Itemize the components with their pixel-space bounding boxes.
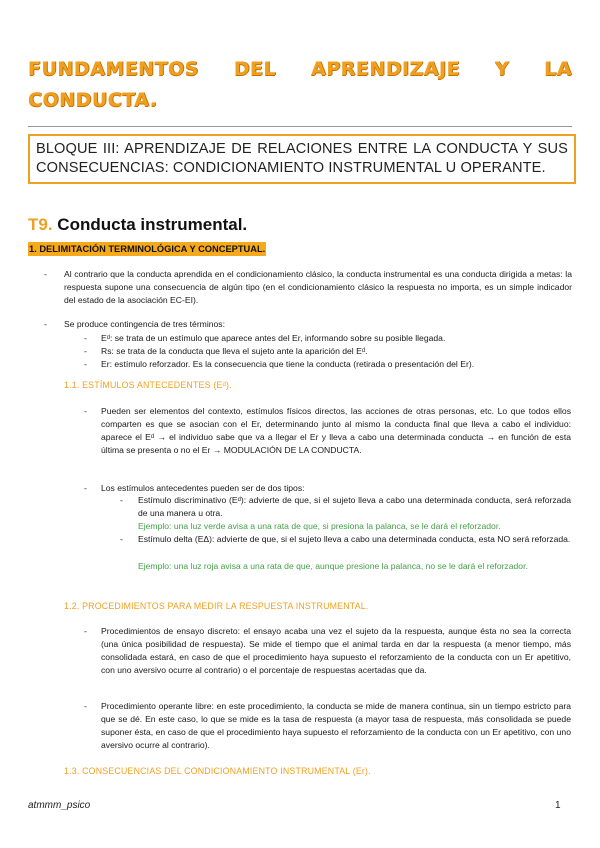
paragraph: Al contrario que la conducta aprendida en el condicionamiento clásico, la conducta instrumental es una conducta dirigida a metas: la respuesta supone una consecuencia de algún tipo (en el condicionamiento clásico la respuesta no importa, es un simple indicador del estado de la asociación EC-EI).: [64, 269, 572, 305]
example-text: Ejemplo: una luz roja avisa a una rata de que, aunque presione la palanca, no se le dará el reforzador.: [138, 561, 528, 571]
list-item: Estímulo delta (EΔ): advierte de que, si el sujeto lleva a cabo una determinada conducta, esta NO será reforzada.: [138, 534, 571, 544]
paragraph: Pueden ser elementos del contexto, estímulos físicos directos, las acciones de otras personas, etc. Lo que todos ellos comparten es que se asocian con el Er, determinando junto al mismo la conducta final que lleva a cabo el individuo: aparece el Eᵈ → el individuo sabe que va a llegar el Er y lleva a cabo una determinada conducta → en función de esta última se presenta o no el Er → MODULACIÓN DE LA CONDUCTA.: [101, 406, 571, 455]
page-number: 1: [555, 800, 561, 811]
bloque-box: BLOQUE III: APRENDIZAJE DE RELACIONES ENTRE LA CONDUCTA Y SUS CONSECUENCIAS: CONDICIONAMIENTO INSTRUMENTAL U OPERANTE.: [28, 134, 576, 184]
example-text: Ejemplo: una luz verde avisa a una rata de que, si presiona la palanca, se le dará el reforzador.: [138, 521, 501, 531]
bullet-dash: -: [120, 495, 123, 505]
title-word: DEL: [233, 58, 277, 80]
bullet-dash: -: [84, 626, 87, 636]
paragraph: Procedimientos de ensayo discreto: el ensayo acaba una vez el sujeto da la respuesta, aunque ésta no sea la correcta (una única posibilidad de respuesta). Se mide el tiempo que el animal tarda en dar la respuesta (a menor tiempo, más consolidada estará, en caso de que el procedimiento haya supuesto el reforzamiento de la conducta con un Er apetitivo, con uno aversivo ocurre al contrario) o el porcentaje de respuestas acertadas que da.: [101, 626, 571, 675]
title-line2: CONDUCTA.: [28, 89, 158, 111]
paragraph: Los estímulos antecedentes pueden ser de dos tipos:: [101, 483, 305, 493]
subsection-heading: 1.2. PROCEDIMIENTOS PARA MEDIR LA RESPUESTA INSTRUMENTAL.: [64, 601, 369, 611]
bullet-dash: -: [84, 483, 87, 493]
section-heading: 1. DELIMITACIÓN TERMINOLÓGICA Y CONCEPTUAL.: [29, 244, 266, 254]
bullet-dash: -: [84, 406, 87, 416]
title-word: Y: [494, 58, 510, 80]
paragraph: Procedimiento operante libre: en este procedimiento, la conducta se mide de manera continua, sin un tiempo estricto para que se dé. En este caso, lo que se mide es la tasa de respuesta (a mayor tasa de respuesta, más consolidada se puede suponer ésta, en caso de que el procedimiento haya supuesto el reforzamiento de la conducta con un Er apetitivo, con uno aversivo ocurre al contrario).: [101, 701, 571, 750]
bullet-dash: -: [84, 359, 87, 369]
title-word: APRENDIZAJE: [311, 58, 461, 80]
bullet-dash: -: [120, 534, 123, 544]
title-word: FUNDAMENTOS: [28, 58, 199, 80]
bullet-dash: -: [44, 269, 47, 279]
document-title: [28, 54, 572, 116]
chapter-title: Conducta instrumental.: [57, 215, 248, 234]
list-item: Estímulo discriminativo (Eᵈ): advierte de que, si el sujeto lleva a cabo una determinada conducta, será reforzada de una manera u otra.: [138, 495, 571, 518]
list-item: Rs: se trata de la conducta que lleva el sujeto ante la aparición del Eᵈ.: [101, 346, 368, 356]
chapter-heading: [28, 215, 247, 235]
chapter-number: T9.: [28, 215, 53, 234]
list-item: Er: estímulo reforzador. Es la consecuencia que tiene la conducta (retirada o presentación del Er).: [101, 359, 475, 369]
bullet-dash: -: [84, 701, 87, 711]
bullet-dash: -: [84, 333, 87, 343]
paragraph: Se produce contingencia de tres términos:: [64, 319, 225, 329]
title-word: LA: [544, 58, 572, 80]
subsection-heading: 1.3. CONSECUENCIAS DEL CONDICIONAMIENTO INSTRUMENTAL (Er).: [64, 766, 371, 776]
bullet-dash: -: [44, 319, 47, 329]
subsection-heading: 1.1. ESTÍMULOS ANTECEDENTES (Eᵈ).: [64, 380, 232, 390]
divider: [28, 126, 572, 127]
footer-author: atmmm_psico: [28, 800, 91, 811]
list-item: Eᵈ: se trata de un estímulo que aparece antes del Er, informando sobre su posible llegada.: [101, 333, 446, 343]
bullet-dash: -: [84, 346, 87, 356]
